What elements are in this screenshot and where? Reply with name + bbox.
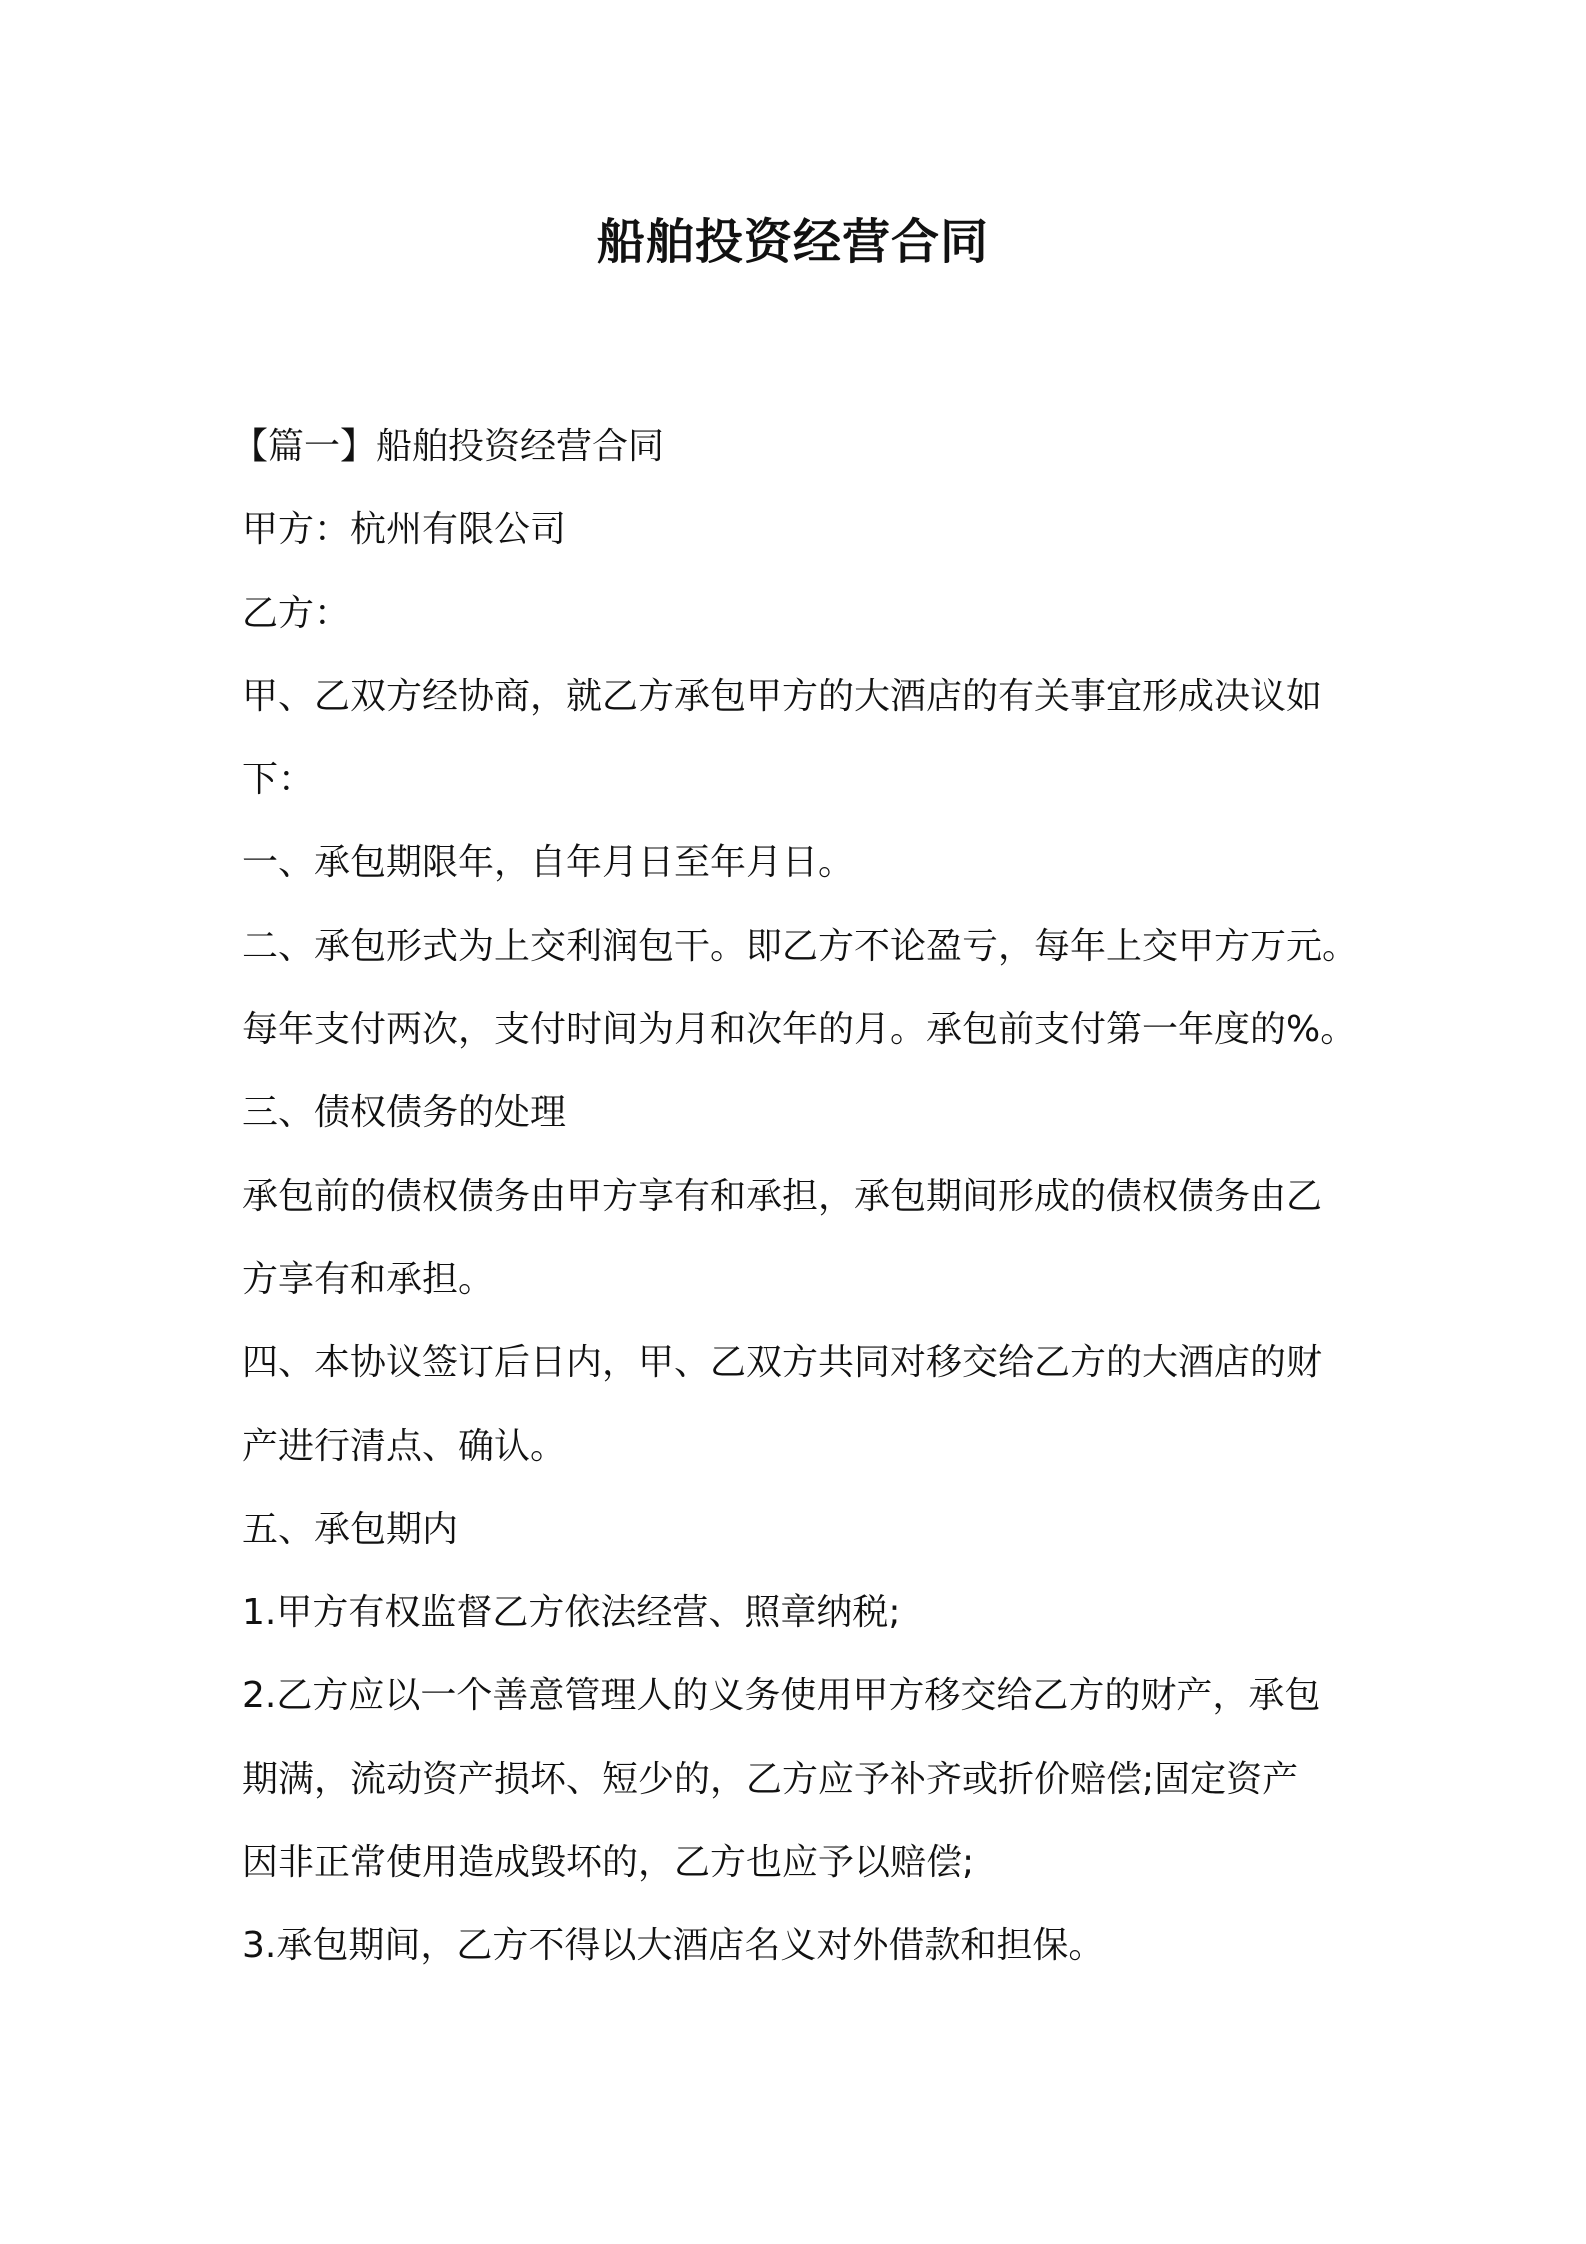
document-title: 船舶投资经营合同 bbox=[596, 214, 989, 270]
clause-line: 二、承包形式为上交利润包干。即乙方不论盈亏，每年上交甲方万元。 bbox=[242, 925, 1359, 967]
party-a-line: 甲方：杭州有限公司 bbox=[242, 509, 567, 551]
body-line: 期满，流动资产损坏、短少的，乙方应予补齐或折价赔偿;固定资产 bbox=[242, 1758, 1299, 1800]
body-line: 承包前的债权债务由甲方享有和承担，承包期间形成的债权债务由乙 bbox=[242, 1175, 1323, 1217]
document-body bbox=[232, 405, 1362, 1988]
body-line: 每年支付两次，支付时间为月和次年的月。承包前支付第一年度的%。 bbox=[242, 1009, 1357, 1051]
clause-line: 四、本协议签订后日内，甲、乙双方共同对移交给乙方的大酒店的财 bbox=[242, 1342, 1323, 1384]
body-line: 因非正常使用造成毁坏的，乙方也应予以赔偿; bbox=[242, 1842, 975, 1884]
body-line: 下： bbox=[242, 759, 315, 801]
section-heading: 【篇一】船舶投资经营合同 bbox=[232, 426, 665, 467]
body-line: 甲、乙双方经协商，就乙方承包甲方的大酒店的有关事宜形成决议如 bbox=[242, 675, 1323, 717]
clause-line: 五、承包期内 bbox=[242, 1508, 459, 1550]
party-b-line: 乙方： bbox=[242, 592, 351, 634]
clause-line: 三、债权债务的处理 bbox=[242, 1092, 567, 1134]
clause-line: 一、承包期限年，自年月日至年月日。 bbox=[242, 842, 855, 884]
body-line: 产进行清点、确认。 bbox=[242, 1425, 567, 1467]
body-line: 方享有和承担。 bbox=[242, 1258, 495, 1300]
sub-clause-line: 3.承包期间，乙方不得以大酒店名义对外借款和担保。 bbox=[242, 1925, 1105, 1967]
sub-clause-line: 1.甲方有权监督乙方依法经营、照章纳税; bbox=[242, 1592, 901, 1634]
sub-clause-line: 2.乙方应以一个善意管理人的义务使用甲方移交给乙方的财产，承包 bbox=[242, 1675, 1321, 1717]
